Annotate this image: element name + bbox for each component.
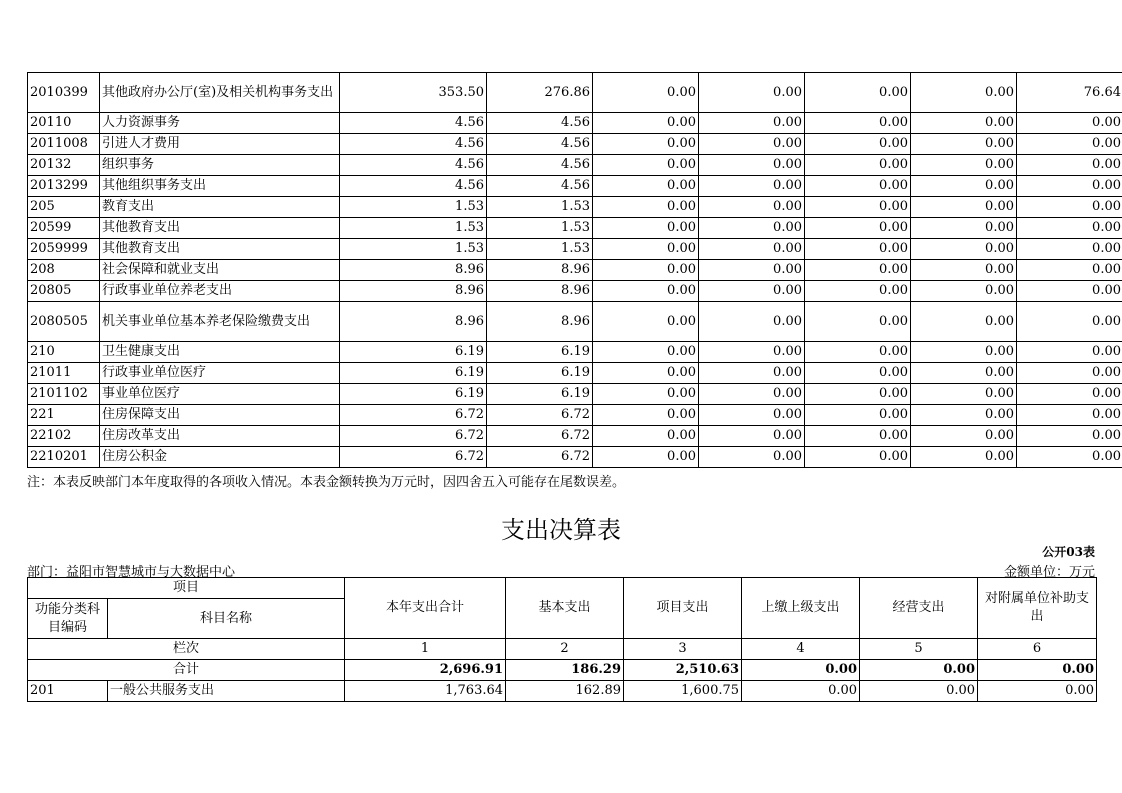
value-cell: 0.00 — [911, 302, 1017, 342]
value-cell: 0.00 — [593, 113, 699, 134]
value-cell: 6.72 — [487, 405, 593, 426]
value-cell: 0.00 — [805, 302, 911, 342]
code-cell: 2059999 — [28, 239, 100, 260]
value-cell: 0.00 — [699, 447, 805, 468]
value-cell: 0.00 — [699, 363, 805, 384]
value-cell: 0.00 — [1017, 302, 1122, 342]
value-cell: 0.00 — [1017, 447, 1122, 468]
code-header: 功能分类科目编码 — [28, 599, 108, 639]
value-cell: 1.53 — [340, 197, 487, 218]
col-number: 2 — [506, 639, 624, 660]
value-cell: 0.00 — [860, 681, 978, 702]
value-cell: 0.00 — [805, 426, 911, 447]
code-cell: 20132 — [28, 155, 100, 176]
value-cell: 0.00 — [911, 218, 1017, 239]
value-cell: 0.00 — [805, 384, 911, 405]
table-row — [28, 302, 1122, 342]
name-cell: 卫生健康支出 — [100, 342, 340, 363]
name-cell: 行政事业单位养老支出 — [100, 281, 340, 302]
value-cell: 0.00 — [805, 134, 911, 155]
value-cell: 0.00 — [805, 342, 911, 363]
code-cell: 208 — [28, 260, 100, 281]
col-number: 6 — [978, 639, 1097, 660]
value-cell: 0.00 — [911, 155, 1017, 176]
value-cell: 0.00 — [699, 73, 805, 113]
value-cell: 0.00 — [593, 218, 699, 239]
value-cell: 0.00 — [805, 197, 911, 218]
value-cell: 76.64 — [1017, 73, 1122, 113]
value-cell: 1.53 — [487, 239, 593, 260]
name-cell: 其他教育支出 — [100, 218, 340, 239]
value-cell: 0.00 — [805, 281, 911, 302]
value-cell: 6.72 — [340, 447, 487, 468]
name-cell: 住房公积金 — [100, 447, 340, 468]
col-number: 4 — [742, 639, 860, 660]
value-cell: 4.56 — [487, 155, 593, 176]
col-header: 本年支出合计 — [345, 578, 506, 639]
value-cell: 6.72 — [340, 405, 487, 426]
value-cell: 0.00 — [1017, 281, 1122, 302]
code-cell: 201 — [28, 681, 108, 702]
col-number: 5 — [860, 639, 978, 660]
value-cell: 8.96 — [340, 260, 487, 281]
value-cell: 0.00 — [593, 155, 699, 176]
table-row — [28, 342, 1122, 363]
table-row — [28, 155, 1122, 176]
name-cell: 其他组织事务支出 — [100, 176, 340, 197]
department-label: 部门：益阳市智慧城市与大数据中心 — [27, 565, 236, 580]
value-cell: 8.96 — [487, 302, 593, 342]
value-cell: 1,600.75 — [624, 681, 742, 702]
table-row — [28, 73, 1122, 113]
value-cell: 0.00 — [1017, 384, 1122, 405]
code-cell: 2101102 — [28, 384, 100, 405]
value-cell: 0.00 — [911, 260, 1017, 281]
col-header: 经营支出 — [860, 578, 978, 639]
total-cell: 2,696.91 — [345, 660, 506, 681]
value-cell: 0.00 — [805, 363, 911, 384]
code-cell: 22102 — [28, 426, 100, 447]
value-cell: 0.00 — [911, 447, 1017, 468]
value-cell: 0.00 — [593, 384, 699, 405]
value-cell: 1.53 — [487, 197, 593, 218]
value-cell: 0.00 — [1017, 134, 1122, 155]
value-cell: 0.00 — [911, 73, 1017, 113]
value-cell: 0.00 — [593, 239, 699, 260]
table-row — [28, 447, 1122, 468]
value-cell: 0.00 — [699, 113, 805, 134]
amount-unit-label: 金额单位：万元 — [1003, 565, 1095, 580]
name-cell: 其他政府办公厅(室)及相关机构事务支出 — [100, 73, 340, 113]
value-cell: 8.96 — [340, 302, 487, 342]
value-cell: 6.19 — [487, 384, 593, 405]
value-cell: 0.00 — [699, 405, 805, 426]
table-row — [28, 260, 1122, 281]
value-cell: 4.56 — [340, 134, 487, 155]
value-cell: 0.00 — [699, 302, 805, 342]
table-row — [28, 176, 1122, 197]
col-index-label: 栏次 — [28, 639, 345, 660]
table-row — [28, 363, 1122, 384]
table-row — [28, 113, 1122, 134]
value-cell: 0.00 — [911, 239, 1017, 260]
value-cell: 8.96 — [340, 281, 487, 302]
value-cell: 0.00 — [593, 363, 699, 384]
col-header: 上缴上级支出 — [742, 578, 860, 639]
total-cell: 186.29 — [506, 660, 624, 681]
value-cell: 0.00 — [911, 176, 1017, 197]
total-cell: 0.00 — [742, 660, 860, 681]
name-cell: 引进人才费用 — [100, 134, 340, 155]
value-cell: 0.00 — [593, 302, 699, 342]
value-cell: 6.19 — [340, 342, 487, 363]
value-cell: 0.00 — [699, 384, 805, 405]
value-cell: 0.00 — [699, 342, 805, 363]
value-cell: 1.53 — [487, 218, 593, 239]
name-cell: 住房改革支出 — [100, 426, 340, 447]
value-cell: 8.96 — [487, 260, 593, 281]
col-header: 基本支出 — [506, 578, 624, 639]
code-cell: 2013299 — [28, 176, 100, 197]
value-cell: 0.00 — [805, 155, 911, 176]
value-cell: 0.00 — [593, 447, 699, 468]
value-cell: 6.72 — [487, 426, 593, 447]
value-cell: 0.00 — [593, 73, 699, 113]
name-cell: 人力资源事务 — [100, 113, 340, 134]
value-cell: 4.56 — [487, 113, 593, 134]
value-cell: 0.00 — [1017, 342, 1122, 363]
name-cell: 其他教育支出 — [100, 239, 340, 260]
value-cell: 0.00 — [699, 134, 805, 155]
value-cell: 0.00 — [911, 384, 1017, 405]
value-cell: 4.56 — [340, 155, 487, 176]
value-cell: 0.00 — [805, 73, 911, 113]
value-cell: 0.00 — [593, 342, 699, 363]
code-cell: 221 — [28, 405, 100, 426]
value-cell: 0.00 — [593, 197, 699, 218]
value-cell: 0.00 — [805, 447, 911, 468]
name-cell: 教育支出 — [100, 197, 340, 218]
code-cell: 20110 — [28, 113, 100, 134]
value-cell: 0.00 — [1017, 426, 1122, 447]
item-header: 项目 — [28, 578, 345, 599]
value-cell: 0.00 — [1017, 155, 1122, 176]
value-cell: 0.00 — [805, 218, 911, 239]
value-cell: 6.19 — [340, 363, 487, 384]
value-cell: 0.00 — [699, 260, 805, 281]
value-cell: 0.00 — [911, 426, 1017, 447]
total-label: 合计 — [28, 660, 345, 681]
value-cell: 6.72 — [340, 426, 487, 447]
value-cell: 0.00 — [699, 176, 805, 197]
value-cell: 4.56 — [340, 113, 487, 134]
table-row — [28, 426, 1122, 447]
col-header: 项目支出 — [624, 578, 742, 639]
value-cell: 0.00 — [593, 405, 699, 426]
value-cell: 0.00 — [593, 260, 699, 281]
name-cell: 行政事业单位医疗 — [100, 363, 340, 384]
value-cell: 0.00 — [978, 681, 1097, 702]
value-cell: 0.00 — [699, 197, 805, 218]
value-cell: 8.96 — [487, 281, 593, 302]
value-cell: 6.19 — [487, 342, 593, 363]
code-cell: 2011008 — [28, 134, 100, 155]
code-cell: 21011 — [28, 363, 100, 384]
table-note: 注：本表反映部门本年度取得的各项收入情况。本表金额转换为万元时，因四舍五入可能存在尾数误差。 — [27, 475, 626, 490]
value-cell: 0.00 — [1017, 113, 1122, 134]
table-row — [28, 218, 1122, 239]
value-cell: 276.86 — [487, 73, 593, 113]
name-cell: 一般公共服务支出 — [108, 681, 345, 702]
value-cell: 353.50 — [340, 73, 487, 113]
value-cell: 0.00 — [805, 113, 911, 134]
page-title: 支出决算表 — [501, 516, 621, 544]
code-cell: 210 — [28, 342, 100, 363]
value-cell: 0.00 — [1017, 363, 1122, 384]
table-row — [28, 281, 1122, 302]
name-cell: 事业单位医疗 — [100, 384, 340, 405]
value-cell: 0.00 — [911, 281, 1017, 302]
expense-table — [27, 577, 1097, 702]
value-cell: 0.00 — [742, 681, 860, 702]
table-row — [28, 239, 1122, 260]
value-cell: 0.00 — [911, 342, 1017, 363]
value-cell: 1,763.64 — [345, 681, 506, 702]
name-cell: 机关事业单位基本养老保险缴费支出 — [100, 302, 340, 342]
value-cell: 4.56 — [487, 134, 593, 155]
col-header: 对附属单位补助支出 — [978, 578, 1097, 639]
value-cell: 0.00 — [699, 281, 805, 302]
table-row — [28, 405, 1122, 426]
value-cell: 0.00 — [699, 155, 805, 176]
name-cell: 组织事务 — [100, 155, 340, 176]
col-number: 3 — [624, 639, 742, 660]
value-cell: 4.56 — [340, 176, 487, 197]
code-cell: 205 — [28, 197, 100, 218]
code-cell: 2080505 — [28, 302, 100, 342]
col-number: 1 — [345, 639, 506, 660]
value-cell: 0.00 — [805, 176, 911, 197]
value-cell: 0.00 — [1017, 176, 1122, 197]
table-row — [28, 197, 1122, 218]
value-cell: 6.19 — [487, 363, 593, 384]
value-cell: 0.00 — [911, 363, 1017, 384]
name-cell: 住房保障支出 — [100, 405, 340, 426]
code-cell: 2210201 — [28, 447, 100, 468]
value-cell: 0.00 — [911, 405, 1017, 426]
value-cell: 0.00 — [699, 218, 805, 239]
value-cell: 162.89 — [506, 681, 624, 702]
table-row — [28, 384, 1122, 405]
name-header: 科目名称 — [108, 599, 345, 639]
value-cell: 0.00 — [911, 197, 1017, 218]
value-cell: 6.72 — [487, 447, 593, 468]
value-cell: 6.19 — [340, 384, 487, 405]
value-cell: 0.00 — [1017, 218, 1122, 239]
total-cell: 2,510.63 — [624, 660, 742, 681]
value-cell: 0.00 — [1017, 197, 1122, 218]
total-cell: 0.00 — [978, 660, 1097, 681]
value-cell: 0.00 — [805, 239, 911, 260]
value-cell: 0.00 — [911, 113, 1017, 134]
value-cell: 0.00 — [1017, 405, 1122, 426]
value-cell: 0.00 — [699, 239, 805, 260]
form-code: 公开03表 — [1042, 545, 1095, 559]
name-cell: 社会保障和就业支出 — [100, 260, 340, 281]
value-cell: 1.53 — [340, 239, 487, 260]
table-row — [28, 134, 1122, 155]
value-cell: 1.53 — [340, 218, 487, 239]
value-cell: 4.56 — [487, 176, 593, 197]
code-cell: 2010399 — [28, 73, 100, 113]
value-cell: 0.00 — [699, 426, 805, 447]
value-cell: 0.00 — [593, 176, 699, 197]
value-cell: 0.00 — [805, 405, 911, 426]
code-cell: 20599 — [28, 218, 100, 239]
value-cell: 0.00 — [1017, 260, 1122, 281]
code-cell: 20805 — [28, 281, 100, 302]
total-cell: 0.00 — [860, 660, 978, 681]
value-cell: 0.00 — [593, 426, 699, 447]
value-cell: 0.00 — [593, 134, 699, 155]
income-detail-table — [27, 72, 1122, 468]
value-cell: 0.00 — [593, 281, 699, 302]
value-cell: 0.00 — [805, 260, 911, 281]
value-cell: 0.00 — [911, 134, 1017, 155]
value-cell: 0.00 — [1017, 239, 1122, 260]
